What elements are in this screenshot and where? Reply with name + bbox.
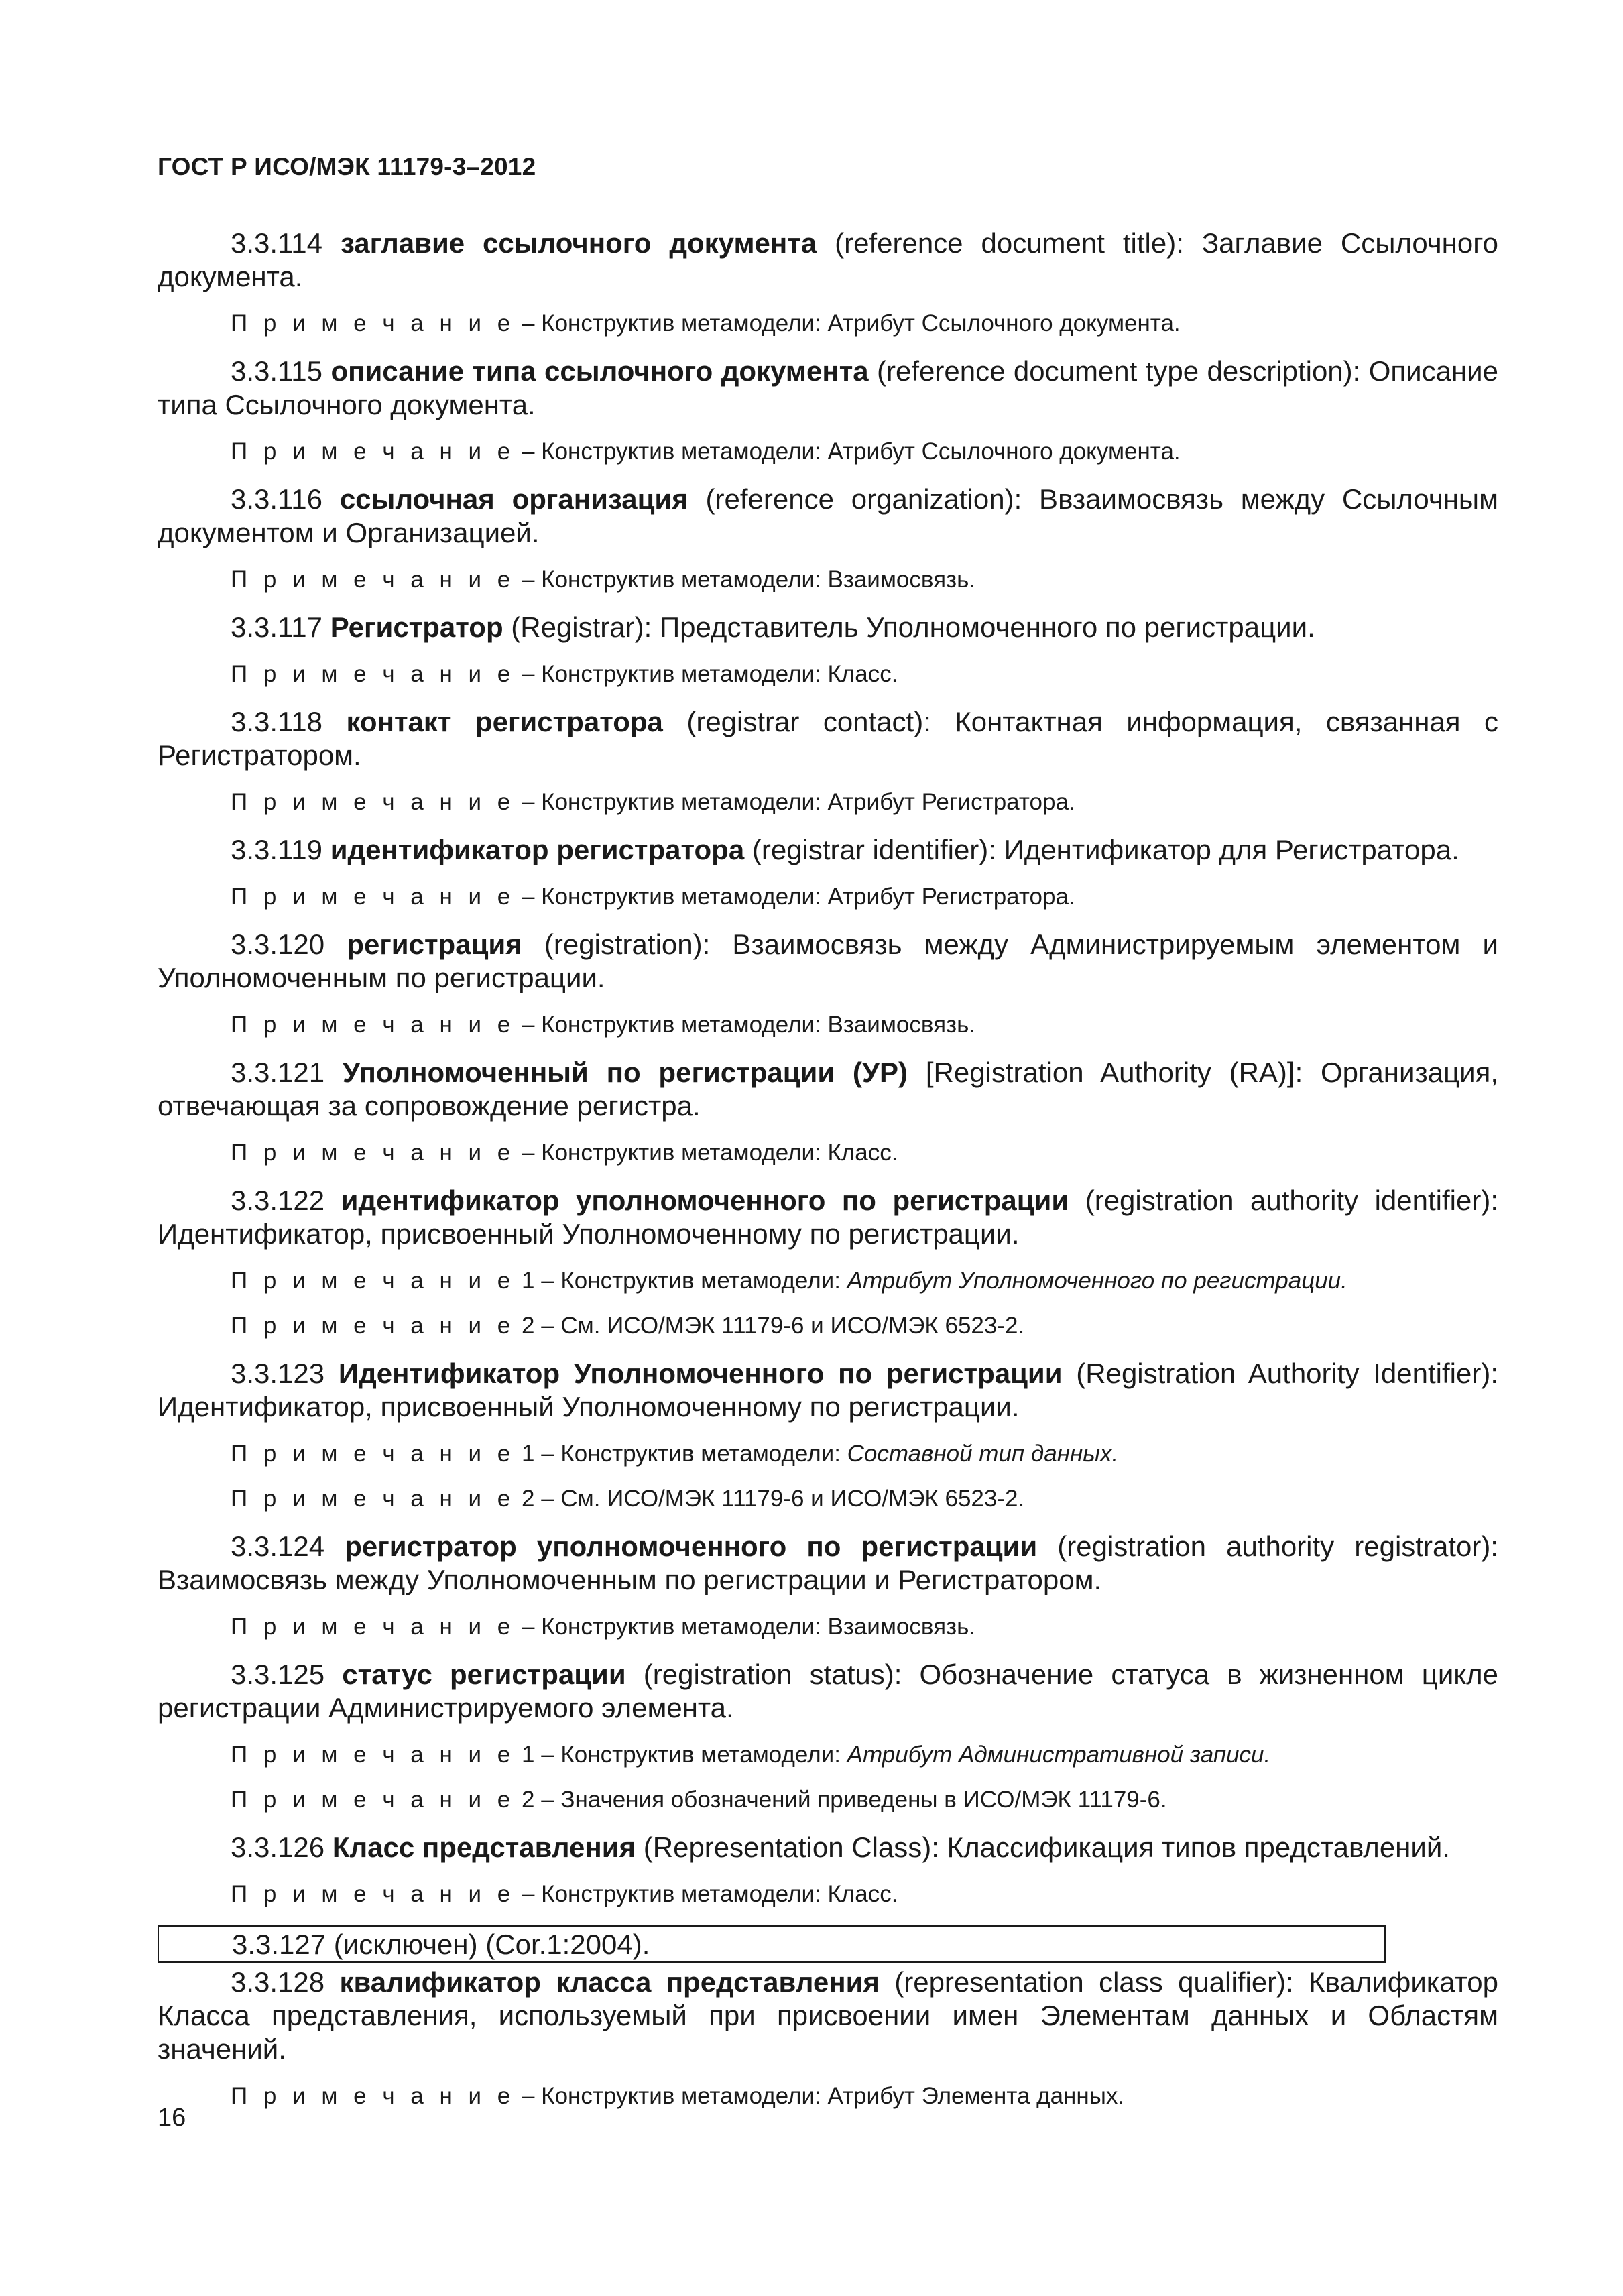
term-name: Класс представления bbox=[332, 1831, 636, 1863]
note-label: П р и м е ч а н и е bbox=[231, 1268, 516, 1294]
note-index: 1 bbox=[515, 1441, 535, 1467]
note-text: – Значения обозначений приведены в ИСО/МЭК 11179-6. bbox=[534, 1787, 1167, 1813]
term-entry bbox=[158, 1658, 1498, 1725]
term-entry bbox=[158, 1357, 1498, 1424]
term-note bbox=[158, 310, 1498, 338]
term-name: идентификатор уполномоченного по регистрации bbox=[341, 1185, 1069, 1216]
term-name: Регистратор bbox=[330, 611, 503, 643]
note-label: П р и м е ч а н и е bbox=[231, 789, 516, 815]
note-text: – Конструктив метамодели: bbox=[534, 1268, 847, 1294]
note-label: П р и м е ч а н и е bbox=[231, 1787, 516, 1813]
term-definition: [Registration Authority (RA)]: Организация, отвечающая за сопровождение регистра. bbox=[158, 1056, 1498, 1122]
term-name: Уполномоченный по регистрации (УР) bbox=[342, 1056, 908, 1088]
note-label: П р и м е ч а н и е bbox=[231, 1486, 516, 1512]
term-number: 3.3.123 bbox=[231, 1357, 325, 1389]
note-index: 2 bbox=[515, 1313, 535, 1339]
term-note bbox=[158, 1267, 1498, 1295]
term-entry bbox=[158, 227, 1498, 294]
note-text: – См. ИСО/МЭК 11179-6 и ИСО/МЭК 6523-2. bbox=[534, 1486, 1025, 1512]
term-name: статус регистрации bbox=[342, 1658, 626, 1690]
note-text: – Конструктив метамодели: Класс. bbox=[515, 1881, 898, 1907]
note-text: – Конструктив метамодели: Взаимосвязь. bbox=[515, 1012, 976, 1038]
note-text: – Конструктив метамодели: Взаимосвязь. bbox=[515, 1614, 976, 1640]
term-number: 3.3.119 bbox=[231, 834, 323, 865]
term-name: квалификатор класса представления bbox=[339, 1966, 880, 1998]
note-text: – Конструктив метамодели: Класс. bbox=[515, 1140, 898, 1166]
note-text: – Конструктив метамодели: Взаимосвязь. bbox=[515, 566, 976, 593]
note-index: 1 bbox=[515, 1268, 535, 1294]
note-label: П р и м е ч а н и е bbox=[231, 1742, 516, 1768]
note-text: – См. ИСО/МЭК 11179-6 и ИСО/МЭК 6523-2. bbox=[534, 1313, 1025, 1339]
note-label: П р и м е ч а н и е bbox=[231, 2083, 516, 2109]
term-note bbox=[158, 1485, 1498, 1513]
document-body bbox=[158, 227, 1498, 2127]
term-note bbox=[158, 788, 1498, 817]
term-definition: (registration): Взаимосвязь между Администрируемым элементом и Уполномоченным по регистрации. bbox=[158, 928, 1498, 993]
note-label: П р и м е ч а н и е bbox=[231, 661, 516, 687]
note-italic-text: Атрибут Уполномоченного по регистрации. bbox=[847, 1268, 1347, 1294]
term-entry bbox=[158, 833, 1498, 867]
term-note bbox=[158, 1613, 1498, 1641]
term-definition: (reference organization): Ввзаимосвязь между Ссылочным документом и Организацией. bbox=[158, 483, 1498, 548]
term-note bbox=[158, 1011, 1498, 1039]
term-definition: (Representation Class): Классификация типов представлений. bbox=[636, 1831, 1450, 1863]
note-text: – Конструктив метамодели: Атрибут Элемента данных. bbox=[515, 2083, 1125, 2109]
note-italic-text: Составной тип данных. bbox=[847, 1441, 1119, 1467]
excluded-term-entry: 3.3.127 (исключен) (Cor.1:2004). bbox=[158, 1925, 1386, 1963]
term-name: Идентификатор Уполномоченного по регистрации bbox=[338, 1357, 1063, 1389]
term-name: контакт регистратора bbox=[346, 706, 663, 737]
note-label: П р и м е ч а н и е bbox=[231, 1614, 516, 1640]
term-entry bbox=[158, 1530, 1498, 1597]
term-definition: (reference document type description): Описание типа Ссылочного документа. bbox=[158, 355, 1498, 420]
term-number: 3.3.122 bbox=[231, 1185, 325, 1216]
term-entry bbox=[158, 1966, 1498, 2066]
term-number: 3.3.128 bbox=[231, 1966, 325, 1998]
note-label: П р и м е ч а н и е bbox=[231, 1012, 516, 1038]
term-number: 3.3.125 bbox=[231, 1658, 325, 1690]
note-text: – Конструктив метамодели: Атрибут Ссылочного документа. bbox=[515, 438, 1181, 465]
term-entry bbox=[158, 1831, 1498, 1864]
term-number: 3.3.117 bbox=[231, 611, 323, 643]
term-note bbox=[158, 1880, 1498, 1909]
term-name: ссылочная организация bbox=[339, 483, 688, 515]
term-name: регистратор уполномоченного по регистрации bbox=[345, 1530, 1038, 1562]
term-name: описание типа ссылочного документа bbox=[330, 355, 869, 387]
term-definition: (registration status): Обозначение статуса в жизненном цикле регистрации Администрируемого элемента. bbox=[158, 1658, 1499, 1724]
document-header: ГОСТ Р ИСО/МЭК 11179-3–2012 bbox=[158, 153, 536, 180]
term-name: идентификатор регистратора bbox=[330, 834, 745, 865]
note-label: П р и м е ч а н и е bbox=[231, 1140, 516, 1166]
term-entries bbox=[158, 227, 1498, 1909]
term-number: 3.3.121 bbox=[231, 1056, 325, 1088]
term-note bbox=[158, 1741, 1498, 1769]
term-definition: (registrar identifier): Идентификатор для Регистратора. bbox=[744, 834, 1459, 865]
term-definition: (registration authority identifier): Идентификатор, присвоенный Уполномоченному по регистрации. bbox=[158, 1185, 1499, 1250]
term-number: 3.3.120 bbox=[231, 928, 325, 960]
term-number: 3.3.124 bbox=[231, 1530, 325, 1562]
note-label: П р и м е ч а н и е bbox=[231, 1881, 516, 1907]
term-number: 3.3.126 bbox=[231, 1831, 325, 1863]
note-label: П р и м е ч а н и е bbox=[231, 310, 516, 337]
term-entry bbox=[158, 1056, 1498, 1123]
note-italic-text: Атрибут Административной записи. bbox=[847, 1742, 1271, 1768]
note-text: – Конструктив метамодели: Атрибут Ссылочного документа. bbox=[515, 310, 1181, 337]
term-definition: (registration authority registrator): Взаимосвязь между Уполномоченным по регистрации и Регистратором. bbox=[158, 1530, 1498, 1595]
note-text: – Конструктив метамодели: bbox=[534, 1441, 847, 1467]
term-number: 3.3.115 bbox=[231, 355, 323, 387]
term-entry bbox=[158, 1184, 1498, 1251]
term-number: 3.3.118 bbox=[231, 706, 323, 737]
note-label: П р и м е ч а н и е bbox=[231, 884, 516, 910]
term-definition: (representation class qualifier): Квалификатор Класса представления, используемый при присвоении имен Элементам данных и Областям значений. bbox=[158, 1966, 1498, 2065]
term-definition: (Registrar): Представитель Уполномоченного по регистрации. bbox=[503, 611, 1315, 643]
term-definition: (Registration Authority Identifier): Идентификатор, присвоенный Уполномоченному по регистрации. bbox=[158, 1357, 1498, 1423]
term-entry bbox=[158, 355, 1498, 422]
term-note bbox=[158, 883, 1498, 911]
note-index: 1 bbox=[515, 1742, 535, 1768]
term-note bbox=[158, 1440, 1498, 1468]
note-text: – Конструктив метамодели: Класс. bbox=[515, 661, 898, 687]
term-note bbox=[158, 2082, 1498, 2110]
term-note bbox=[158, 1139, 1498, 1167]
note-text: – Конструктив метамодели: Атрибут Регистратора. bbox=[515, 789, 1075, 815]
note-text: – Конструктив метамодели: Атрибут Регистратора. bbox=[515, 884, 1075, 910]
term-definition: (registrar contact): Контактная информация, связанная с Регистратором. bbox=[158, 706, 1498, 771]
term-number: 3.3.116 bbox=[231, 483, 323, 515]
note-text: – Конструктив метамодели: bbox=[534, 1742, 847, 1768]
term-note bbox=[158, 1786, 1498, 1814]
page-number: 16 bbox=[158, 2104, 186, 2132]
term-definition: (reference document title): Заглавие Ссылочного документа. bbox=[158, 227, 1498, 292]
note-label: П р и м е ч а н и е bbox=[231, 566, 516, 593]
term-note bbox=[158, 566, 1498, 594]
note-label: П р и м е ч а н и е bbox=[231, 1441, 516, 1467]
term-number: 3.3.114 bbox=[231, 227, 323, 259]
note-label: П р и м е ч а н и е bbox=[231, 1313, 516, 1339]
term-note bbox=[158, 1312, 1498, 1340]
note-index: 2 bbox=[515, 1787, 535, 1813]
term-entry bbox=[158, 483, 1498, 550]
note-label: П р и м е ч а н и е bbox=[231, 438, 516, 465]
term-entry bbox=[158, 705, 1498, 772]
term-note bbox=[158, 660, 1498, 688]
term-entry bbox=[158, 611, 1498, 644]
term-name: заглавие ссылочного документа bbox=[340, 227, 817, 259]
term-note bbox=[158, 438, 1498, 466]
term-name: регистрация bbox=[347, 928, 522, 960]
term-entries-continued bbox=[158, 1966, 1498, 2110]
note-index: 2 bbox=[515, 1486, 535, 1512]
term-entry bbox=[158, 928, 1498, 995]
